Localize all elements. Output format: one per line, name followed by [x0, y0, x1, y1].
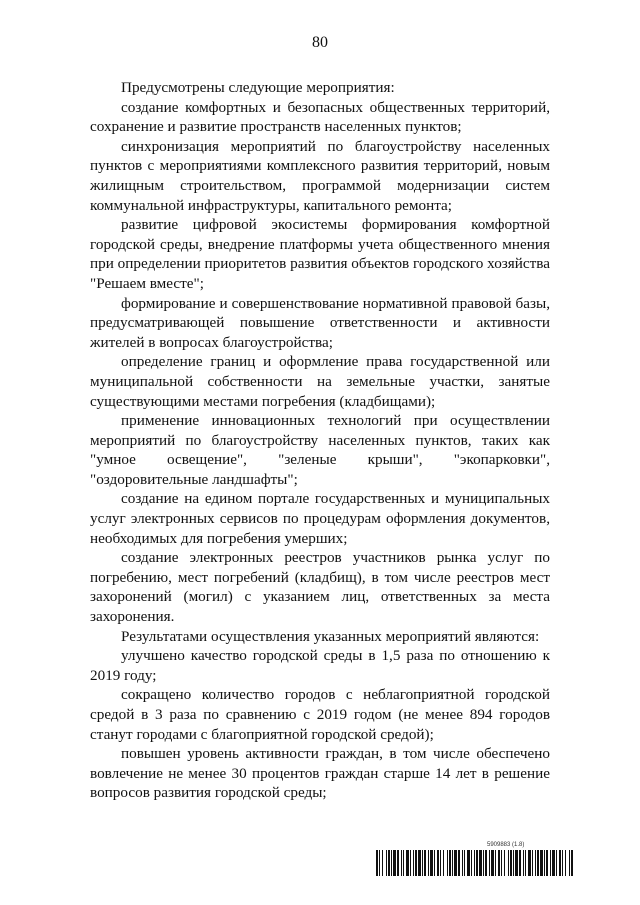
paragraph: применение инновационных технологий при осуществлении мероприятий по благоустройству населенных пунктов, таких как "умное освещение", "зеленые крыши", "экопарковки", "оздоровительные ландшафты";: [90, 412, 550, 488]
document-code: 5909883 (1.8): [487, 842, 525, 848]
paragraph: определение границ и оформление права государственной или муниципальной собственности на земельные участки, занятые существующими местами погребения (кладбищами);: [90, 353, 550, 410]
paragraph: сокращено количество городов с неблагоприятной городской средой в 3 раза по сравнению с 2019 годом (не менее 894 городов станут городами с благоприятной городской средой);: [90, 686, 550, 743]
paragraph: создание на едином портале государственных и муниципальных услуг электронных сервисов по процедурам оформления документов, необходимых для погребения умерших;: [90, 490, 550, 547]
paragraph: повышен уровень активности граждан, в том числе обеспечено вовлечение не менее 30 процентов граждан старше 14 лет в решение вопросов развития городской среды;: [90, 745, 550, 802]
paragraph: улучшено качество городской среды в 1,5 раза по отношению к 2019 году;: [90, 647, 550, 684]
paragraph: развитие цифровой экосистемы формирования комфортной городской среды, внедрение платформы учета общественного мнения при определении приоритетов развития объектов городского хозяйства "Решаем вместе";: [90, 216, 550, 292]
paragraph: создание комфортных и безопасных общественных территорий, сохранение и развитие пространств населенных пунктов;: [90, 98, 550, 136]
page-number: 80: [312, 34, 328, 51]
document-body: [90, 78, 550, 803]
paragraph: синхронизация мероприятий по благоустройству населенных пунктов с мероприятиями комплексного развития территорий, новым жилищным строительством, программой модернизации систем коммунальной инфраструктуры, капитального ремонта;: [90, 137, 550, 214]
paragraph: формирование и совершенствование нормативной правовой базы, предусматривающей повышение ответственности и активности жителей в вопросах благоустройства;: [90, 294, 550, 351]
paragraph: Результатами осуществления указанных мероприятий являются:: [121, 627, 540, 645]
paragraph: создание электронных реестров участников рынка услуг по погребению, мест погребений (кладбищ), в том числе реестров мест захоронений (могил) с указанием лиц, ответственных за места захоронения.: [90, 549, 550, 626]
paragraph: Предусмотрены следующие мероприятия:: [121, 79, 395, 96]
barcode-icon: [376, 850, 574, 876]
